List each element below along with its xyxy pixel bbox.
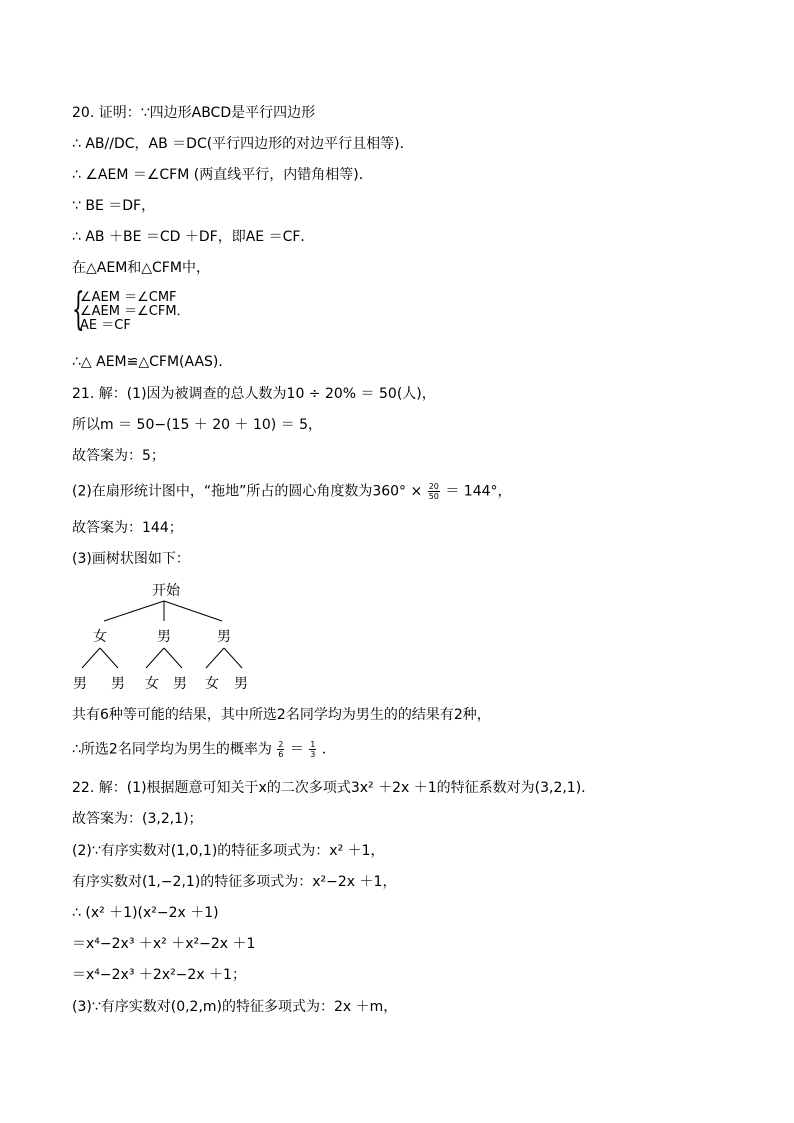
line-21-title: 21. 解：(1)因为被调查的总人数为10 ÷ 20% ＝ 50(人)， [72,386,436,402]
system-eq-1: ∠AEM ＝∠CMF [80,290,177,305]
line-20-parallel: ∴ AB//DC，AB ＝DC(平行四边形的对边平行且相等)． [72,136,414,152]
line-21-probability-text: ∴所选2名同学均为男生的概率为 [72,741,272,758]
tree-level2-node: 男 [173,676,187,692]
tree-level2-node: 男 [73,676,87,692]
fraction-denominator: 50 [428,492,439,501]
period: ． [321,741,336,758]
equals-sign: ＝ [289,741,304,758]
system-eq-2 [80,305,190,319]
tree-edge [224,648,242,668]
line-22-poly-2: 有序实数对(1,−2,1)的特征多项式为：x²−2x ＋1， [72,874,397,890]
line-20-angle: ∴ ∠AEM ＝∠CFM (两直线平行，内错角相等)． [72,167,373,183]
line-21-probability [72,740,336,759]
tree-edge [104,601,164,621]
line-20-be-df: ∵ BE ＝DF， [72,198,156,214]
line-20-ae-cf: ∴ AB ＋BE ＝CD ＋DF，即AE ＝CF． [72,229,315,245]
line-21-answer-1: 故答案为：5； [72,448,165,464]
line-22-title: 22. 解：(1)根据题意可知关于x的二次多项式3x² ＋2x ＋1的特征系数对为(3,2,1)． [72,780,596,796]
tree-level2-node: 男 [234,676,248,692]
line-20-title: 20. 证明：∵四边形ABCD是平行四边形 [72,105,316,121]
line-22-part-3: (3)∵有序实数对(0,2,m)的特征多项式为：2x ＋m， [72,999,398,1015]
fraction-1-3 [309,740,316,759]
line-21-angle-text: (2)在扇形统计图中，“拖地”所占的圆心角度数为360° × [72,483,423,500]
fraction-denominator: 3 [310,750,316,759]
line-21-angle-result: ＝ 144°， [445,483,512,500]
line-22-product: ∴ (x² ＋1)(x²−2x ＋1) [72,905,219,921]
tree-level2-node: 男 [111,676,125,692]
tree-edge [146,648,164,668]
line-20-conclusion: ∴△ AEM≌△CFM(AAS)． [72,354,233,370]
tree-level1-node: 男 [217,629,231,645]
tree-level1-node: 女 [93,629,107,645]
system-eq-3: AE ＝CF [80,318,131,333]
tree-edge [164,648,182,668]
fraction-numerator: 1 [310,740,316,749]
fraction-20-50 [428,482,440,501]
line-21-angle [72,482,512,501]
tree-edge [164,601,222,621]
tree-edge [206,648,224,668]
system-eq-2-text: ∠AEM ＝∠CFM [80,304,177,319]
line-22-expand-1: ＝x⁴−2x³ ＋x² ＋x²−2x ＋1 [72,936,256,952]
tree-level1-node: 男 [157,629,171,645]
fraction-2-6 [277,740,284,759]
tree-root: 开始 [152,583,180,599]
fraction-denominator: 6 [278,750,284,759]
tree-edge [82,648,100,668]
line-22-expand-2: ＝x⁴−2x³ ＋2x²−2x ＋1； [72,967,246,983]
system-brace: { [72,284,85,335]
fraction-numerator: 2 [278,740,284,749]
tree-level2-node: 女 [205,676,219,692]
tree-level2-node: 女 [145,676,159,692]
tree-edge [100,648,118,668]
system-period: ． [176,304,190,319]
line-21-outcomes: 共有6种等可能的结果，其中所选2名同学均为男生的的结果有2种， [72,707,491,723]
line-21-answer-2: 故答案为：144； [72,520,183,536]
line-22-poly-1: (2)∵有序实数对(1,0,1)的特征多项式为：x² ＋1， [72,843,385,859]
line-21-tree-intro: (3)画树状图如下： [72,551,190,567]
line-22-answer-1: 故答案为：(3,2,1)； [72,811,203,827]
fraction-numerator: 20 [428,482,439,491]
line-20-triangles: 在△AEM和△CFM中， [72,260,210,276]
line-21-m: 所以m ＝ 50−(15 ＋ 20 ＋ 10) ＝ 5， [72,417,323,433]
tree-diagram [60,575,280,695]
